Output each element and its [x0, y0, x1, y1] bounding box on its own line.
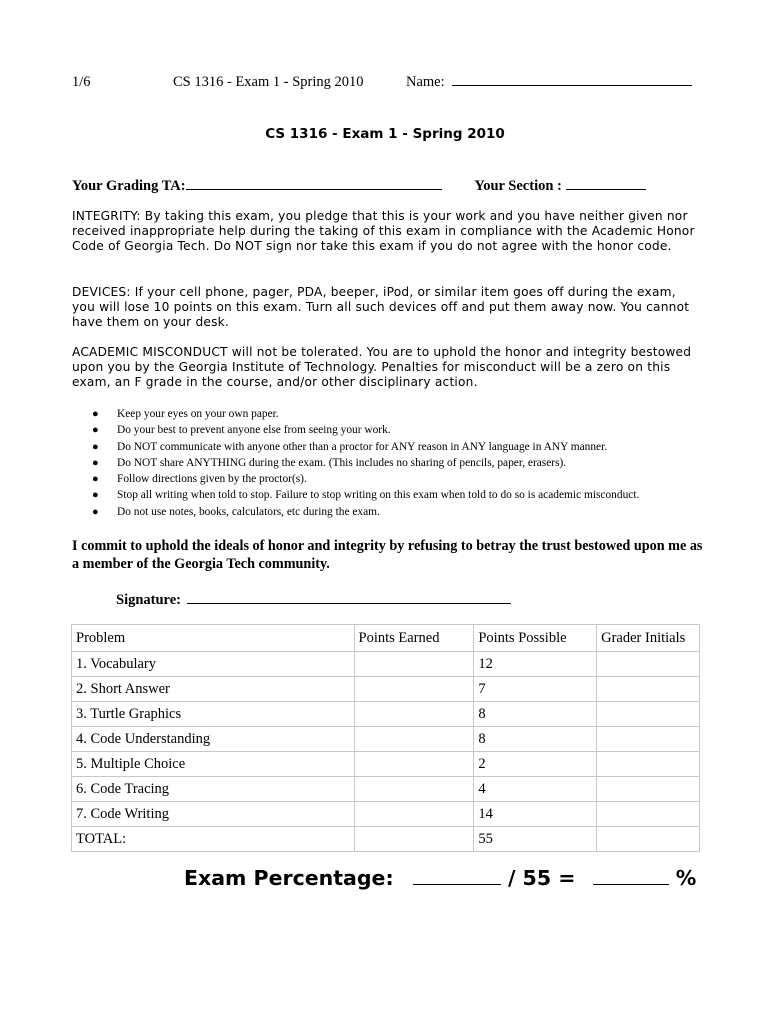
- bullet-icon: ●: [92, 408, 99, 420]
- problem-cell: 7. Code Writing: [72, 802, 355, 827]
- grades-table: [71, 624, 700, 852]
- points-possible-cell: 2: [474, 752, 597, 777]
- table-row: [72, 752, 700, 777]
- points-earned-cell[interactable]: [354, 677, 474, 702]
- exam-rules-list: [92, 406, 732, 520]
- points-possible-cell: 7: [474, 677, 597, 702]
- list-item: ● Follow directions given by the proctor(s).: [92, 471, 732, 487]
- exam-title: CS 1316 - Exam 1 - Spring 2010: [265, 126, 505, 142]
- signature-label: Signature:: [116, 592, 181, 608]
- column-header: Points Possible: [474, 625, 597, 652]
- points-earned-cell[interactable]: [354, 652, 474, 677]
- total-initials-cell[interactable]: [597, 827, 700, 852]
- section-label: Your Section :: [474, 178, 562, 194]
- points-earned-cell[interactable]: [354, 802, 474, 827]
- points-possible-cell: 8: [474, 702, 597, 727]
- problem-cell: 1. Vocabulary: [72, 652, 355, 677]
- problem-cell: 2. Short Answer: [72, 677, 355, 702]
- grader-initials-cell[interactable]: [597, 752, 700, 777]
- misconduct-paragraph: ACADEMIC MISCONDUCT will not be tolerated. You are to uphold the honor and integrity bestowed upon you by the Georgia Institute of Technology. Penalties for misconduct will be a zero on this exam, an F grade in the course, and/or other disciplinary action.: [72, 345, 692, 390]
- table-row: [72, 777, 700, 802]
- grading-ta-label: Your Grading TA:: [72, 178, 186, 194]
- table-row: [72, 677, 700, 702]
- page-number: 1/6: [72, 74, 91, 90]
- bullet-icon: ●: [92, 424, 99, 437]
- bullet-icon: ●: [92, 505, 99, 518]
- grader-initials-cell[interactable]: [597, 702, 700, 727]
- section-blank[interactable]: [566, 189, 646, 190]
- bullet-icon: ●: [92, 456, 99, 469]
- column-header: Grader Initials: [597, 625, 700, 652]
- grader-initials-cell[interactable]: [597, 677, 700, 702]
- problem-cell: 6. Code Tracing: [72, 777, 355, 802]
- table-row: [72, 727, 700, 752]
- problem-cell: 3. Turtle Graphics: [72, 702, 355, 727]
- bullet-icon: ●: [92, 473, 99, 486]
- list-item: ● Keep your eyes on your own paper.: [92, 406, 732, 422]
- total-label-cell: TOTAL:: [72, 827, 355, 852]
- bullet-icon: ●: [92, 440, 99, 453]
- grader-initials-cell[interactable]: [597, 727, 700, 752]
- earned-score-blank[interactable]: [413, 884, 501, 885]
- signature-field[interactable]: [116, 592, 511, 609]
- exam-percentage: [184, 866, 696, 890]
- header-course-title: CS 1316 - Exam 1 - Spring 2010: [173, 74, 364, 90]
- list-item: ● Do not use notes, books, calculators, etc during the exam.: [92, 504, 732, 520]
- total-points-text: / 55 =: [507, 866, 576, 890]
- name-label: Name:: [406, 74, 445, 90]
- grader-initials-cell[interactable]: [597, 802, 700, 827]
- problem-cell: 4. Code Understanding: [72, 727, 355, 752]
- table-header-row: [72, 625, 700, 652]
- points-possible-cell: 12: [474, 652, 597, 677]
- list-item: ● Do NOT share ANYTHING during the exam. (This includes no sharing of pencils, paper, erasers).: [92, 455, 732, 471]
- table-row: [72, 702, 700, 727]
- name-field[interactable]: [406, 74, 692, 91]
- integrity-paragraph: INTEGRITY: By taking this exam, you pledge that this is your work and you have neither given nor received inappropriate help during the taking of this exam in compliance with the Academic Honor Code of Georgia Tech. Do NOT sign nor take this exam if you do not agree with the honor code.: [72, 209, 695, 254]
- points-earned-cell[interactable]: [354, 777, 474, 802]
- table-row: [72, 652, 700, 677]
- column-header: Points Earned: [354, 625, 474, 652]
- exam-percentage-label: Exam Percentage:: [184, 866, 394, 890]
- points-possible-cell: 4: [474, 777, 597, 802]
- devices-paragraph: DEVICES: If your cell phone, pager, PDA, beeper, iPod, or similar item goes off during the exam, you will lose 10 points on this exam. Turn all such devices off and put them away now. You cannot have them on your desk.: [72, 285, 690, 330]
- points-possible-cell: 8: [474, 727, 597, 752]
- points-earned-cell[interactable]: [354, 727, 474, 752]
- grader-initials-cell[interactable]: [597, 652, 700, 677]
- table-row: [72, 802, 700, 827]
- grading-info: [72, 178, 646, 195]
- signature-blank[interactable]: [187, 603, 511, 604]
- column-header: Problem: [72, 625, 355, 652]
- points-possible-cell: 14: [474, 802, 597, 827]
- points-earned-cell[interactable]: [354, 752, 474, 777]
- list-item: ● Do NOT communicate with anyone other than a proctor for ANY reason in ANY language in ANY manner.: [92, 439, 732, 455]
- problem-cell: 5. Multiple Choice: [72, 752, 355, 777]
- percentage-blank[interactable]: [593, 884, 669, 885]
- list-item: ● Do your best to prevent anyone else from seeing your work.: [92, 422, 732, 438]
- bullet-icon: ●: [92, 489, 99, 502]
- table-row-total: [72, 827, 700, 852]
- grader-initials-cell[interactable]: [597, 777, 700, 802]
- name-blank[interactable]: [452, 85, 692, 86]
- total-possible-cell: 55: [474, 827, 597, 852]
- honor-commitment: I commit to uphold the ideals of honor and integrity by refusing to betray the trust bestowed upon me as a member of the Georgia Tech community.: [72, 538, 703, 572]
- total-earned-cell[interactable]: [354, 827, 474, 852]
- grading-ta-blank[interactable]: [186, 189, 442, 190]
- list-item: ● Stop all writing when told to stop. Failure to stop writing on this exam when told to do so is academic misconduct.: [92, 487, 732, 503]
- percent-sign: %: [675, 866, 697, 890]
- points-earned-cell[interactable]: [354, 702, 474, 727]
